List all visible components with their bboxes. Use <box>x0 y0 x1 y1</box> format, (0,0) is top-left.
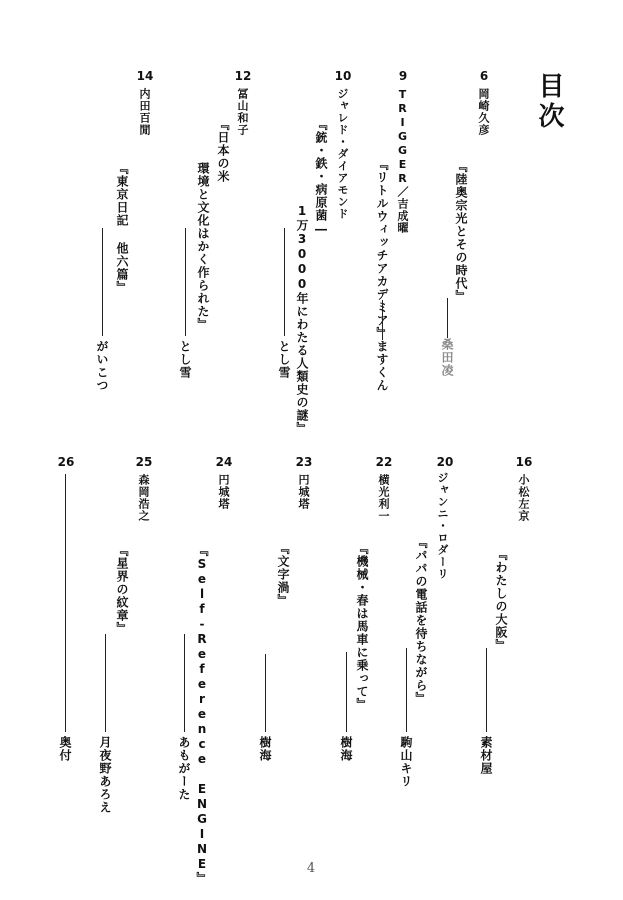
entry-page-number: 10 <box>334 69 352 83</box>
entry-credit: とし雪 <box>178 340 192 379</box>
entry-credit: 駒山キリ <box>399 736 413 788</box>
entry-page-number: 24 <box>215 455 233 469</box>
entry-author: TRIGGER／吉成曜 <box>396 88 409 234</box>
entry-work-title: 『日本の米 <box>216 118 230 183</box>
entry-credit: 桑田凌 <box>440 338 454 377</box>
leader-line <box>265 654 266 732</box>
entry-work-title: 『星界の紋章』 <box>115 544 129 635</box>
entry-credit: 樹海 <box>258 736 272 762</box>
entry-page-number: 26 <box>57 455 75 469</box>
entry-work-title: 『陸奥宗光とその時代』 <box>454 160 468 303</box>
entry-author: ジャレド・ダイアモンド <box>336 88 349 220</box>
entry-work-subtitle: 1万3000年にわたる人類史の謎』 <box>295 204 309 435</box>
entry-page-number: 22 <box>375 455 393 469</box>
entry-page-number: 12 <box>234 69 252 83</box>
entry-page-number: 20 <box>436 455 454 469</box>
entry-author: 内田百閒 <box>138 88 151 136</box>
entry-page-number: 6 <box>479 69 489 83</box>
leader-line <box>382 300 383 340</box>
entry-author: 円城塔 <box>217 474 230 510</box>
leader-line <box>447 298 448 338</box>
entry-work-title: 『パパの電話を待ちながら』 <box>414 536 428 705</box>
leader-line <box>346 652 347 732</box>
entry-credit: 奥付 <box>58 736 72 762</box>
entry-author: 円城塔 <box>297 474 310 510</box>
entry-credit: とし雪 <box>277 340 291 379</box>
entry-work-title: 『文字渦』 <box>276 542 290 607</box>
entry-page-number: 23 <box>295 455 313 469</box>
entry-credit: ますくん <box>375 340 389 392</box>
entry-page-number: 16 <box>515 455 533 469</box>
leader-line <box>65 474 66 732</box>
entry-work-title: 『Self-Reference ENGINE』 <box>195 544 209 885</box>
entry-work-subtitle: 環境と文化はかく作られた』 <box>196 162 210 331</box>
entry-work-title: 『銃・鉄・病原菌― <box>314 118 328 237</box>
entry-author: 冨山和子 <box>236 88 249 136</box>
entry-author: 岡崎久彦 <box>477 88 490 136</box>
leader-line <box>102 228 103 336</box>
page-number: 4 <box>306 861 316 876</box>
entry-credit: 樹海 <box>339 736 353 762</box>
entry-author: ジャンニ・ロダーリ <box>436 472 449 580</box>
leader-line <box>486 648 487 732</box>
page-title: 目次 <box>534 72 564 132</box>
entry-author: 横光利一 <box>377 474 390 522</box>
entry-work-title: 『東京日記 他六篇』 <box>115 162 129 294</box>
entry-author: 森岡浩之 <box>137 474 150 522</box>
leader-line <box>105 634 106 732</box>
entry-credit: がいこつ <box>95 340 109 392</box>
entry-credit: あもがーた <box>177 736 191 801</box>
entry-page-number: 25 <box>135 455 153 469</box>
entry-author: 小松左京 <box>517 474 530 522</box>
entry-work-title: 『わたしの大阪』 <box>494 548 508 652</box>
entry-work-title: 『リトルウィッチアカデミア』 <box>375 158 389 340</box>
entry-credit: 月夜野あろえ <box>98 736 112 814</box>
entry-credit: 素材屋 <box>479 736 493 775</box>
leader-line <box>185 228 186 336</box>
entry-work-title: 『機械・春は馬車に乗って』 <box>355 542 369 711</box>
entry-page-number: 9 <box>398 69 408 83</box>
leader-line <box>284 228 285 336</box>
leader-line <box>406 648 407 732</box>
entry-page-number: 14 <box>136 69 154 83</box>
leader-line <box>184 634 185 732</box>
